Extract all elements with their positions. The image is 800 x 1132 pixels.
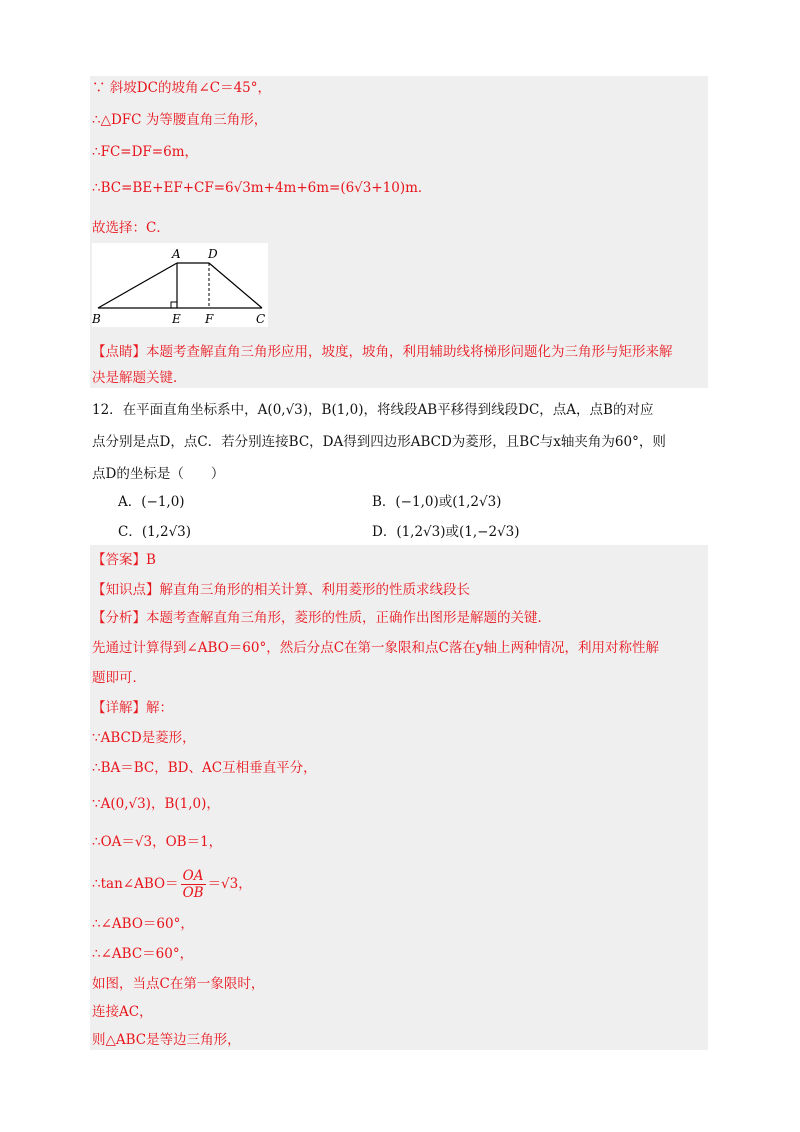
trapezoid-svg xyxy=(92,243,268,327)
comment-line: 决是解题关键． xyxy=(92,370,187,386)
knowledge-line: 【知识点】解直角三角形的相关计算、利用菱形的性质求线段长 xyxy=(92,582,470,598)
analysis-line: 【分析】本题考查解直角三角形，菱形的性质，正确作出图形是解题的关键． xyxy=(92,610,551,626)
option-b[interactable]: B．(−1,0)或(1,2√3) xyxy=(372,494,502,510)
label-a: A xyxy=(172,247,181,261)
right-angle-mark xyxy=(171,302,177,308)
analysis-line: 题即可． xyxy=(92,670,146,686)
step-line: ∵ABCD是菱形， xyxy=(92,730,196,746)
label-d: D xyxy=(208,247,218,261)
side-dc xyxy=(209,263,262,308)
step-line: 如图，当点C在第一象限时， xyxy=(92,976,265,992)
solution-line: ∴FC=DF=6m， xyxy=(92,144,198,160)
step-line: 则△ABC是等边三角形， xyxy=(92,1032,241,1048)
step-line: ∴∠ABC＝60°， xyxy=(92,946,194,962)
fraction-oa-ob xyxy=(181,868,206,901)
step-line: ∴∠ABO＝60°， xyxy=(92,916,194,932)
step-line: ∴OA＝√3，OB＝1， xyxy=(92,834,223,850)
option-a[interactable]: A．(−1,0) xyxy=(118,494,185,510)
question-line: 点分别是点D，点C．若分别连接BC，DA得到四边形ABCD为菱形，且BC与x轴夹角为60°，则 xyxy=(92,434,666,450)
step-line: 连接AC， xyxy=(92,1004,153,1020)
option-c[interactable]: C．(1,2√3) xyxy=(118,524,192,540)
option-d[interactable]: D．(1,2√3)或(1,−2√3) xyxy=(372,524,520,540)
solution-line: ∴BC=BE+EF+CF=6√3m+4m+6m=(6√3+10)m． xyxy=(92,180,432,196)
label-f: F xyxy=(205,312,214,326)
answer-line: 【答案】B xyxy=(92,552,156,568)
side-ab xyxy=(98,263,177,308)
fraction-denominator: OB xyxy=(182,885,204,901)
trapezoid-figure xyxy=(92,243,268,327)
tan-suffix: ＝√3， xyxy=(207,876,252,892)
detail-line: 【详解】解： xyxy=(92,700,173,716)
solution-line: ∴△DFC 为等腰直角三角形， xyxy=(92,112,268,128)
question-line: 12．在平面直角坐标系中，A(0,√3)，B(1,0)，将线段AB平移得到线段DC，点A，点B的对应 xyxy=(92,402,654,418)
tan-prefix: ∴tan∠ABO＝ xyxy=(92,876,179,892)
label-b: B xyxy=(92,312,101,326)
solution-line: ∵ 斜坡DC的坡角∠C＝45°， xyxy=(92,80,272,96)
fraction-numerator: OA xyxy=(181,868,206,885)
solution-line: 故选择：C． xyxy=(92,220,170,236)
question-line: 点D的坐标是（ ） xyxy=(92,466,225,482)
label-e: E xyxy=(172,312,181,326)
label-c: C xyxy=(256,312,266,326)
step-line-tan xyxy=(92,866,252,902)
step-line: ∵A(0,√3)，B(1,0)， xyxy=(92,796,220,812)
step-line: ∴BA＝BC，BD、AC互相垂直平分， xyxy=(92,760,317,776)
comment-line: 【点睛】本题考查解直角三角形应用，坡度，坡角，利用辅助线将梯形问题化为三角形与矩形来解 xyxy=(92,344,673,360)
analysis-line: 先通过计算得到∠ABO＝60°，然后分点C在第一象限和点C落在y轴上两种情况，利用对称性解 xyxy=(92,640,660,656)
